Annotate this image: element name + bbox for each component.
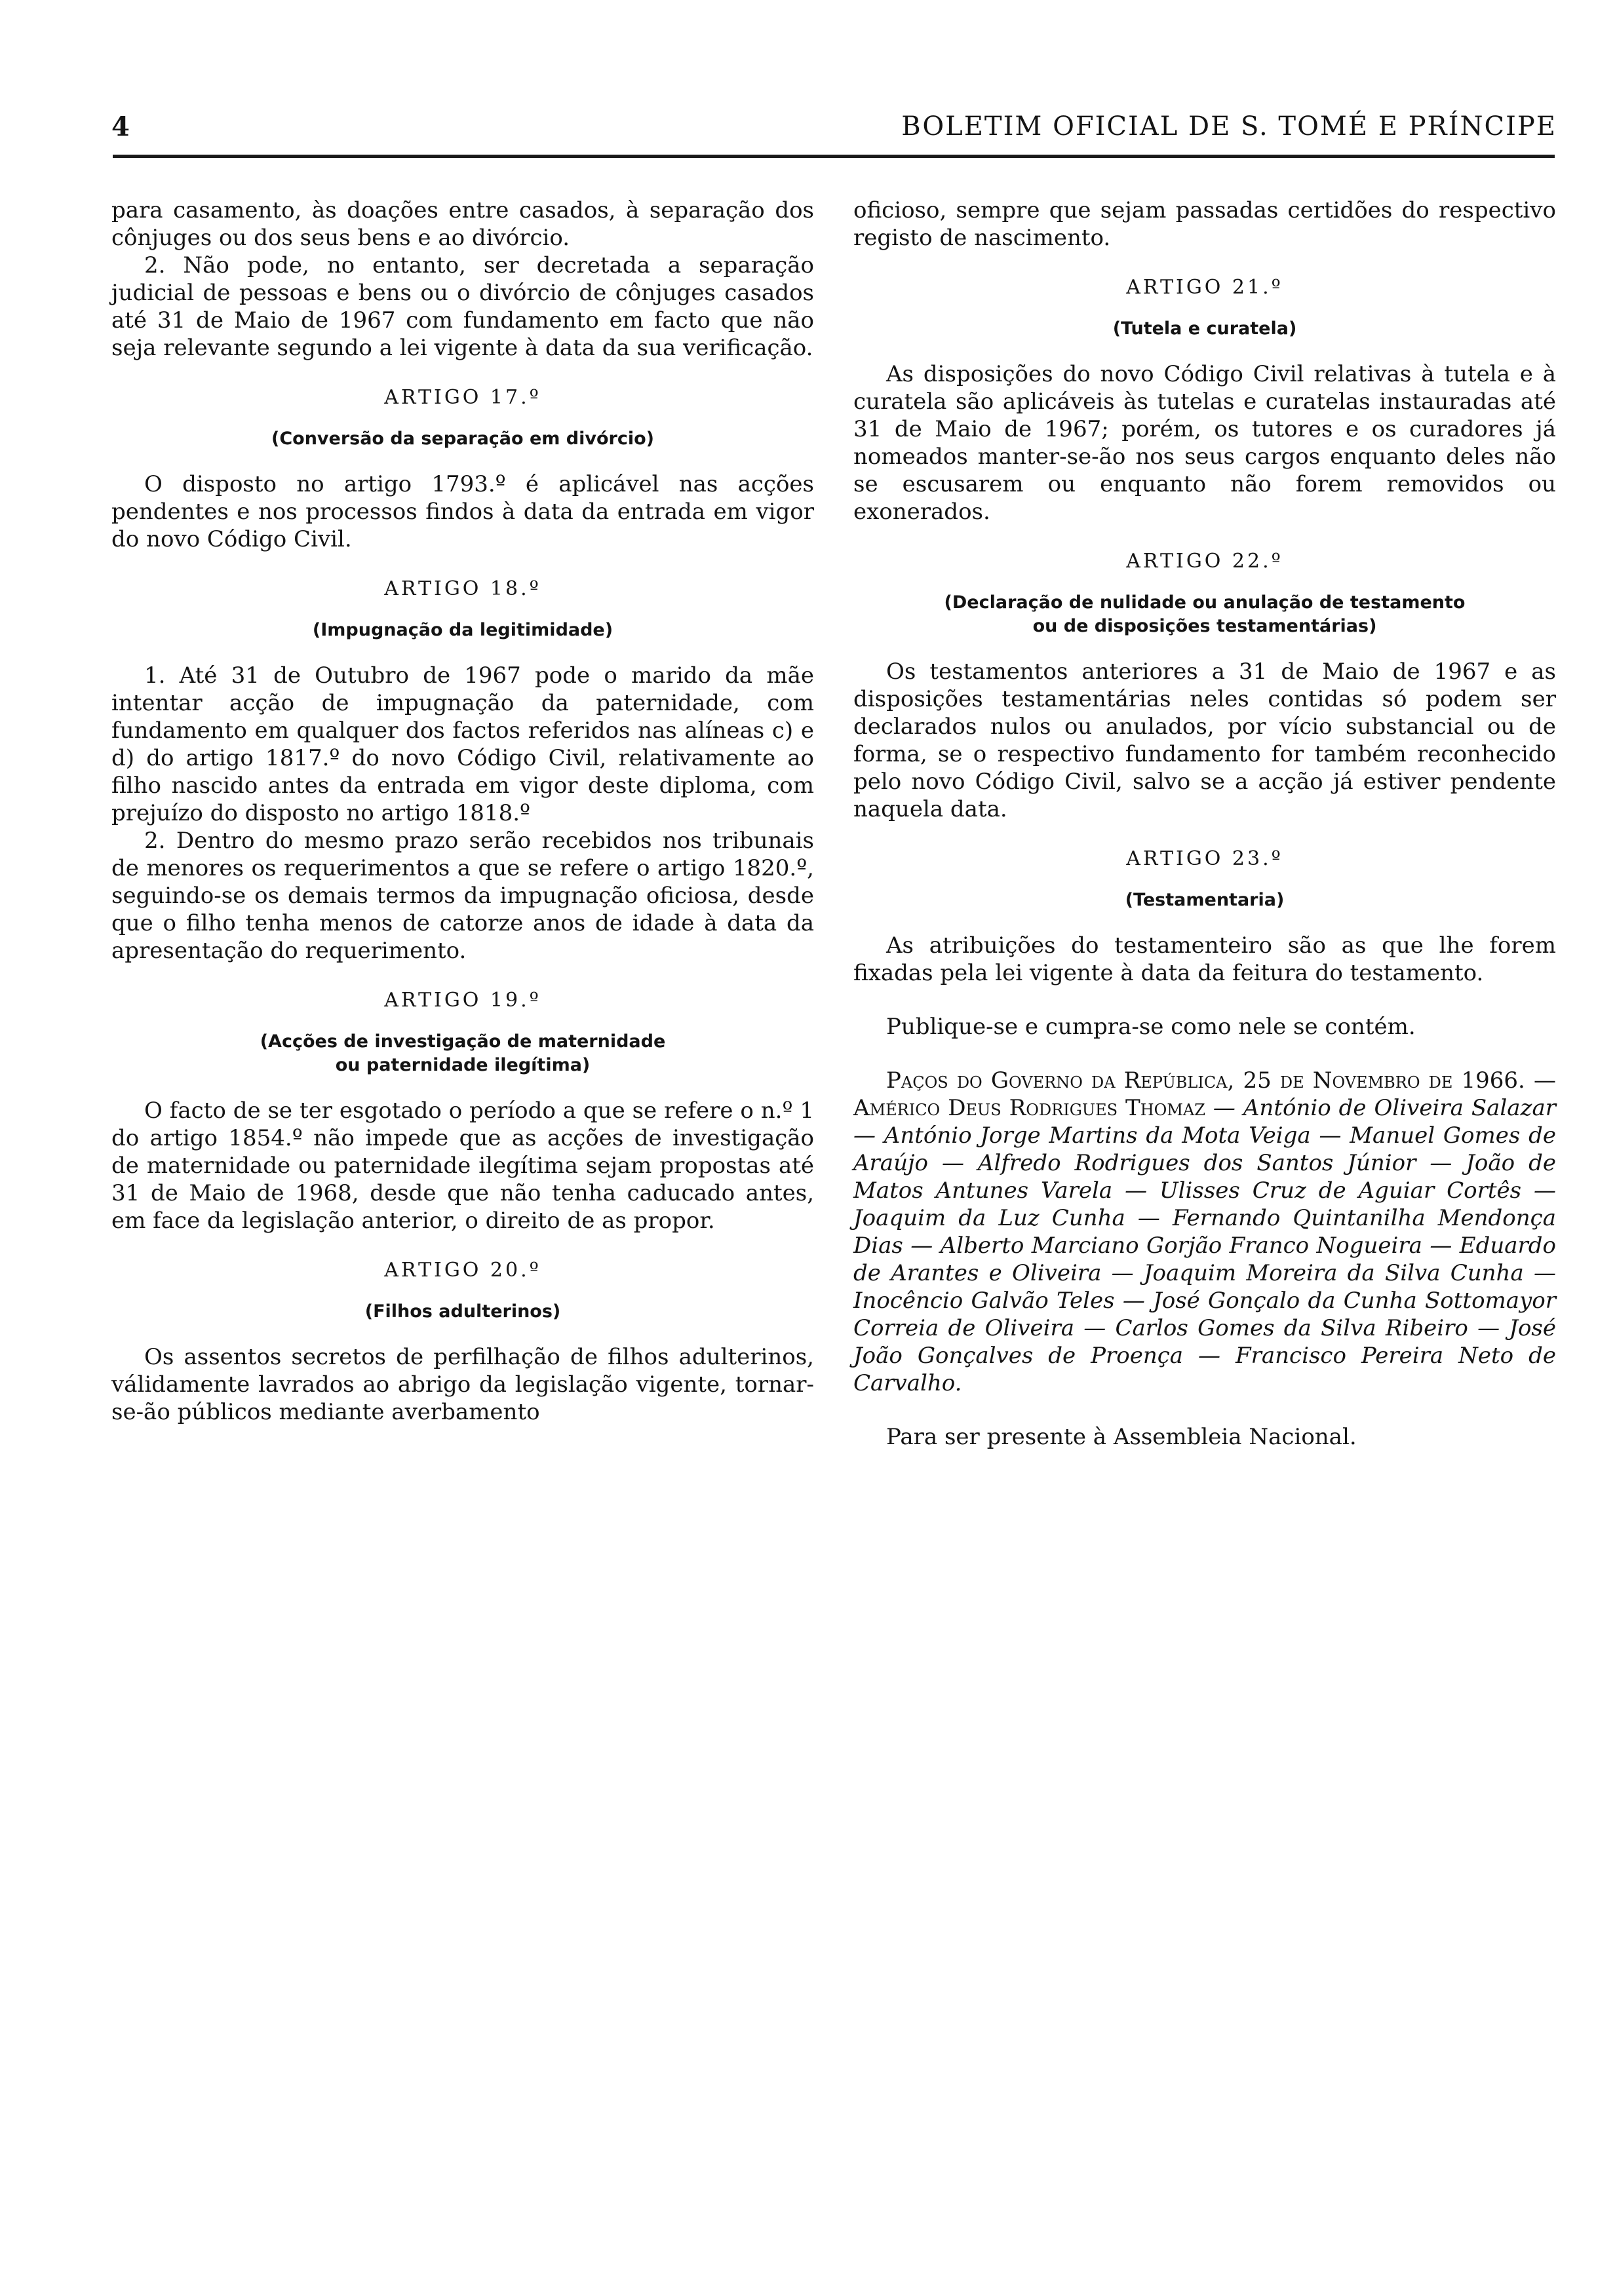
article-18-paragraph-2: 2. Dentro do mesmo prazo serão recebidos nos tribunais de menores os requerimentos a que se refere o artigo 1820.º, seguindo-se os demais termos da impugnação oficiosa, desde que o filho tenha menos de catorze anos de idade à data da apresentação do requerimento. [111,828,814,964]
article-18-subtitle: (Impugnação da legitimidade) [312,620,613,640]
article-23-paragraph: As atribuições do testamenteiro são as que lhe forem fixadas pela lei vigente à data da feitura do testamento. [853,932,1556,986]
running-title: BOLETIM OFICIAL DE S. TOMÉ E PRÍNCIPE [901,111,1557,142]
article-23-subtitle: (Testamentaria) [1125,890,1285,910]
article-22-subtitle [853,591,1556,638]
page-number: 4 [111,111,130,142]
article-18-heading: ARTIGO 18.º [384,577,541,600]
closing-line: Para ser presente à Assembleia Nacional. [886,1424,1357,1450]
article-18-paragraph-1: 1. Até 31 de Outubro de 1967 pode o marido da mãe intentar acção de impugnação da paternidade, com fundamento em qualquer dos factos referidos nas alíneas c) e d) do artigo 1817.º do novo Código Civil, relativamente ao filho nascido antes da entrada em vigor deste diploma, com prejuízo do disposto no artigo 1818.º [111,662,814,826]
continuation-paragraph: oficioso, sempre que sejam passadas certidões do respectivo registo de nascimento. [853,197,1556,251]
article-22-subtitle-line-1: (Declaração de nulidade ou anulação de testamento [944,592,1466,613]
article-22-paragraph: Os testamentos anteriores a 31 de Maio de 1967 e as disposições testamentárias neles contidas só podem ser declarados nulos ou anulados, por vício substancial ou de forma, se o respectivo fundamento for também reconhecido pelo novo Código Civil, salvo se a acção já estiver pendente naquela data. [853,659,1556,822]
article-20-paragraph: Os assentos secretos de perfilhação de filhos adulterinos, válidamente lavrados ao abrigo da legislação vigente, tornar-se-ão públicos mediante averbamento [111,1344,814,1425]
header-rule [113,155,1555,158]
article-22-heading: ARTIGO 22.º [1126,550,1283,573]
publication-order: Publique-se e cumpra-se como nele se contém. [886,1014,1416,1040]
article-19-subtitle-line-2: ou paternidade ilegítima) [335,1055,591,1075]
left-column [111,197,814,1426]
article-20-heading: ARTIGO 20.º [384,1259,541,1282]
article-17-paragraph: O disposto no artigo 1793.º é aplicável nas acções pendentes e nos processos findos à data da entrada em vigor do novo Código Civil. [111,471,814,552]
article-19-paragraph: O facto de se ter esgotado o período a que se refere o n.º 1 do artigo 1854.º não impede que as acções de investigação de maternidade ou paternidade ilegítima sejam propostas até 31 de Maio de 1968, desde que não tenha caducado antes, em face da legislação anterior, o direito de as propor. [111,1098,814,1234]
article-19-heading: ARTIGO 19.º [384,989,541,1012]
article-21-paragraph: As disposições do novo Código Civil relativas à tutela e à curatela são aplicáveis às tutelas e curatelas instauradas até 31 de Maio de 1967; porém, os tutores e os curadores já nomeados manter-se-ão nos seus cargos enquanto deles não se escusarem ou enquanto não forem removidos ou exonerados. [853,361,1556,525]
date-place-line: Paços do Governo da República, 25 de Novembro de 1966. — [886,1067,1556,1094]
article-19-subtitle [111,1030,814,1077]
minister-signatures: — António de Oliveira Salazar — António Jorge Martins da Mota Veiga — Manuel Gomes de Araújo — Alfredo Rodrigues dos Santos Júnior — João de Matos Antunes Varela — Ulisses Cruz de Aguiar Cortês — Joaquim da Luz Cunha — Fernando Quintanilha Mendonça Dias — Alberto Marciano Gorjão Franco Nogueira — Eduardo de Arantes e Oliveira — Joaquim Moreira da Silva Cunha — Inocêncio Galvão Teles — José Gonçalo da Cunha Sottomayor Correia de Oliveira — Carlos Gomes da Silva Ribeiro — José João Gonçalves de Proença — Francisco Pereira Neto de Carvalho. [853,1095,1556,1396]
article-17-heading: ARTIGO 17.º [384,386,541,409]
article-23-heading: ARTIGO 23.º [1126,847,1283,870]
intro-paragraph-1: para casamento, às doações entre casados, à separação dos cônjuges ou dos seus bens e ao divórcio. [111,197,814,251]
article-21-subtitle: (Tutela e curatela) [1112,318,1297,339]
intro-paragraph-2: 2. Não pode, no entanto, ser decretada a separação judicial de pessoas e bens ou o divórcio de cônjuges casados até 31 de Maio de 1967 com fundamento em facto que não seja relevante segundo a lei vigente à data da sua verificação. [111,252,814,361]
signatories-block [853,1067,1556,1397]
article-19-subtitle-line-1: (Acções de investigação de maternidade [260,1031,666,1052]
article-21-heading: ARTIGO 21.º [1126,276,1283,299]
right-column [853,197,1556,1451]
article-20-subtitle: (Filhos adulterinos) [364,1301,561,1322]
article-17-subtitle: (Conversão da separação em divórcio) [271,429,655,449]
president-name: Américo Deus Rodrigues Thomaz [853,1095,1205,1121]
page-header [111,111,1557,151]
article-22-subtitle-line-2: ou de disposições testamentárias) [1032,616,1377,636]
